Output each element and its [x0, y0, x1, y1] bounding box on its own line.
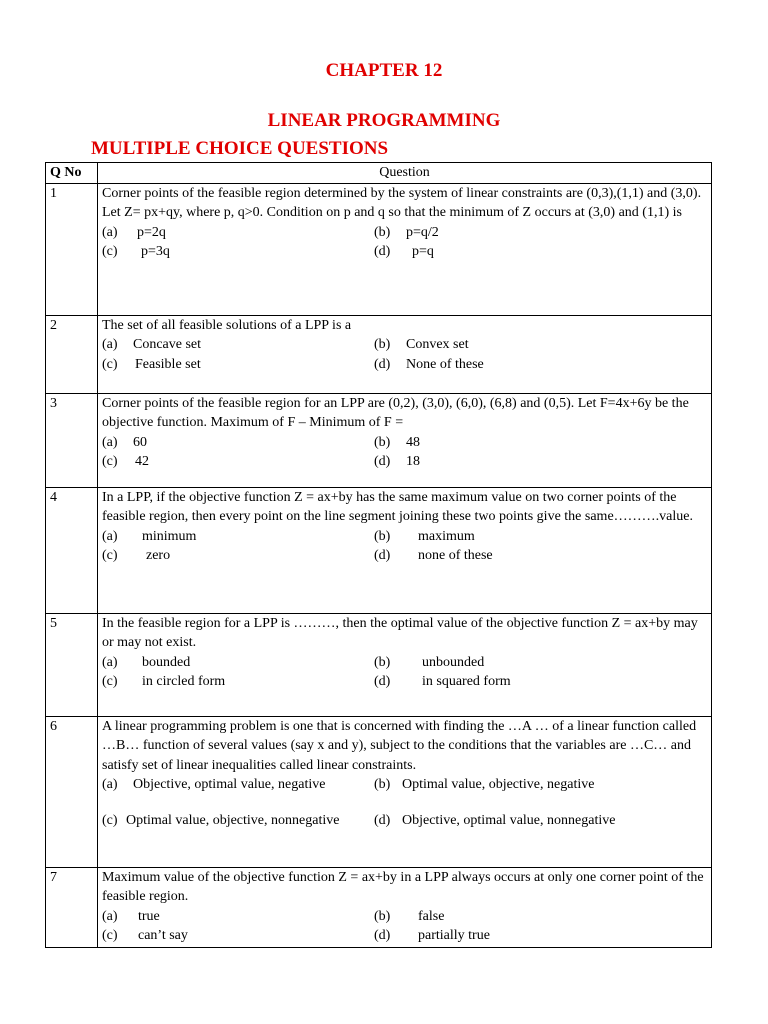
option-c: p=3q — [141, 244, 170, 259]
question-number: 6 — [46, 716, 98, 867]
option-label: (c) — [102, 928, 118, 943]
option-label: (c) — [102, 454, 118, 469]
option-label: (a) — [102, 337, 118, 352]
table-row — [46, 867, 712, 947]
option-label: (b) — [374, 224, 391, 240]
options-row — [102, 242, 707, 262]
options-row — [102, 926, 707, 946]
option-d: Objective, optimal value, nonnegative — [402, 812, 616, 828]
question-cell — [98, 393, 712, 487]
option-label: (a) — [102, 777, 118, 792]
option-b: maximum — [418, 528, 475, 544]
option-label: (c) — [102, 356, 118, 372]
table-header-row — [46, 163, 712, 184]
question-number: 2 — [46, 315, 98, 393]
question-cell — [98, 487, 712, 613]
option-label: (b) — [374, 654, 391, 670]
option-a: Concave set — [133, 337, 202, 352]
question-cell — [98, 315, 712, 393]
option-d: in squared form — [422, 674, 511, 689]
chapter-title: CHAPTER 12 — [325, 60, 443, 81]
option-d: 18 — [406, 454, 420, 469]
qno-header: Q No — [46, 163, 98, 184]
question-text: In a LPP, if the objective function Z = ax+by has the same maximum value on two corner points of the feasible region, then every point on the line segment joining these two points give the same……….value. — [102, 489, 693, 524]
option-c: zero — [146, 548, 171, 563]
table-row — [46, 487, 712, 613]
options-row — [102, 672, 707, 692]
question-cell — [98, 183, 712, 315]
option-d: p=q — [412, 244, 434, 259]
option-label: (c) — [102, 244, 118, 259]
options-row — [102, 335, 707, 355]
option-b: false — [418, 908, 445, 924]
options-row — [102, 452, 707, 472]
option-a: true — [138, 908, 160, 924]
option-a: minimum — [142, 528, 197, 544]
options-row — [102, 433, 707, 453]
option-a: bounded — [142, 654, 191, 670]
option-label: (d) — [374, 674, 391, 689]
option-label: (a) — [102, 908, 118, 924]
options-row — [102, 355, 707, 375]
option-c: can’t say — [138, 928, 188, 943]
option-c: Optimal value, objective, nonnegative — [126, 812, 340, 828]
option-label: (d) — [374, 812, 391, 828]
option-label: (b) — [374, 528, 391, 544]
question-number: 4 — [46, 487, 98, 613]
question-cell — [98, 716, 712, 867]
table-row — [46, 183, 712, 315]
option-label: (b) — [374, 337, 391, 352]
option-d: none of these — [418, 548, 493, 563]
table-row — [46, 315, 712, 393]
option-c: in circled form — [142, 674, 226, 689]
question-number: 3 — [46, 393, 98, 487]
option-label: (c) — [102, 548, 118, 563]
option-label: (d) — [374, 928, 391, 943]
options-row — [102, 775, 707, 795]
option-label: (a) — [102, 654, 118, 670]
options-row — [102, 223, 707, 243]
option-c: 42 — [135, 454, 149, 469]
options-row — [102, 907, 707, 927]
topic-title: LINEAR PROGRAMMING — [267, 110, 501, 131]
option-b: unbounded — [422, 654, 485, 670]
option-a: 60 — [133, 434, 147, 450]
question-number: 1 — [46, 183, 98, 315]
option-a: p=2q — [137, 224, 166, 240]
question-text: In the feasible region for a LPP is ………, then the optimal value of the objective function Z = ax+by may or may not exist. — [102, 615, 698, 650]
option-label: (a) — [102, 528, 118, 544]
options-row — [102, 546, 707, 566]
options-row — [102, 653, 707, 673]
option-label: (d) — [374, 454, 391, 469]
question-number: 7 — [46, 867, 98, 947]
question-cell — [98, 867, 712, 947]
question-text: The set of all feasible solutions of a LPP is a — [102, 317, 352, 333]
option-d: None of these — [406, 356, 484, 372]
option-c: Feasible set — [135, 356, 201, 372]
option-label: (d) — [374, 244, 391, 259]
question-text: Corner points of the feasible region determined by the system of linear constraints are (0,3),(1,1) and (3,0). Let Z= px+qy, where p, q>0. Condition on p and q so that the minimum of Z occurs at (3,0) and (1,1) is — [102, 185, 702, 220]
option-label: (c) — [102, 674, 118, 689]
question-text: Maximum value of the objective function Z = ax+by in a LPP always occurs at only one corner point of the feasible region. — [102, 869, 704, 904]
option-b: Convex set — [406, 337, 469, 352]
option-label: (d) — [374, 356, 391, 372]
question-number: 5 — [46, 613, 98, 716]
option-b: 48 — [406, 434, 420, 450]
questions-table — [45, 162, 712, 948]
option-d: partially true — [418, 928, 490, 943]
question-header: Question — [98, 163, 712, 184]
option-a: Objective, optimal value, negative — [133, 777, 326, 792]
options-row — [102, 527, 707, 547]
option-label: (a) — [102, 224, 118, 240]
section-title: MULTIPLE CHOICE QUESTIONS — [91, 138, 389, 159]
option-b: p=q/2 — [406, 224, 439, 240]
option-label: (d) — [374, 548, 391, 563]
question-text: Corner points of the feasible region for an LPP are (0,2), (3,0), (6,0), (6,8) and (0,5). Let F=4x+6y be the objective function. Maximum of F – Minimum of F = — [102, 395, 689, 430]
question-cell — [98, 613, 712, 716]
option-label: (b) — [374, 908, 391, 924]
option-b: Optimal value, objective, negative — [402, 777, 595, 792]
option-label: (a) — [102, 434, 118, 450]
option-label: (b) — [374, 434, 391, 450]
option-label: (b) — [374, 777, 391, 792]
table-row — [46, 716, 712, 867]
table-row — [46, 613, 712, 716]
options-row — [102, 811, 707, 831]
table-row — [46, 393, 712, 487]
option-label: (c) — [102, 812, 118, 828]
question-text: A linear programming problem is one that is concerned with finding the …A … of a linear function called …B… function of several values (say x and y), subject to the conditions that the variables are …C… and satisfy set of linear inequalities called linear constraints. — [102, 718, 697, 773]
